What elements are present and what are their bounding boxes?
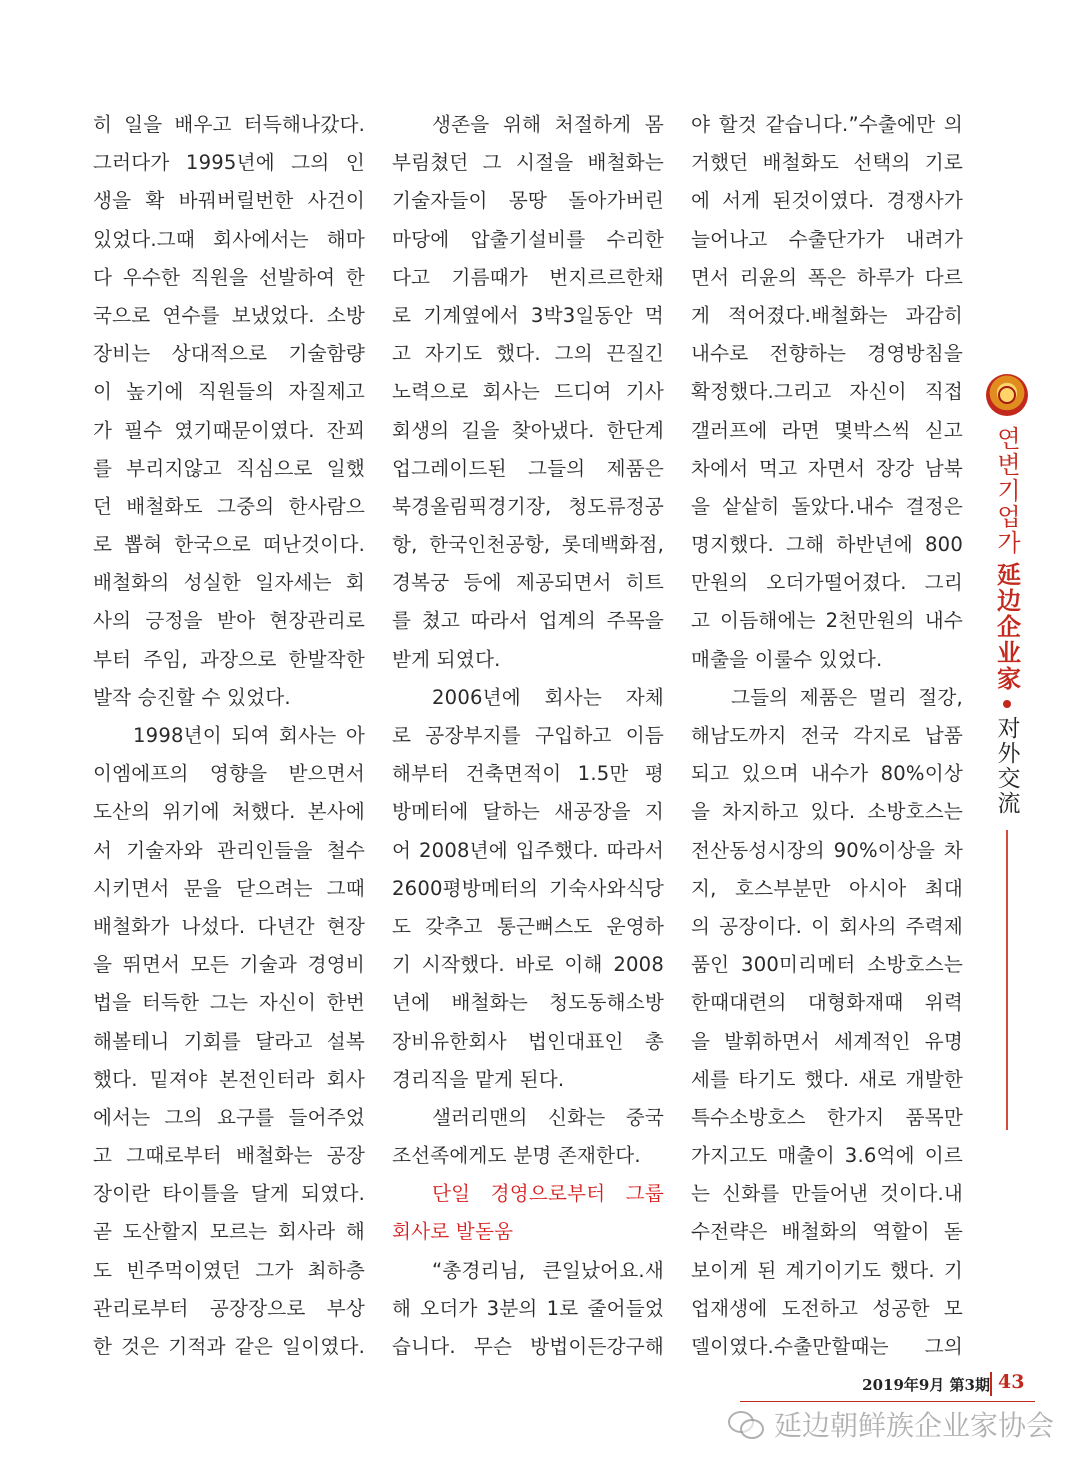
text-line: 사의 긍정을 받아 현장관리로 bbox=[93, 609, 365, 633]
text-line: 히 일을 배우고 터득해나갔다. bbox=[93, 113, 365, 136]
text-line: 을 발휘하면서 세계적인 유명 bbox=[691, 1029, 963, 1053]
text-line: 그러다가 1995년에 그의 인 bbox=[93, 151, 365, 175]
text-line: 장이란 타이틀을 달게 되였다. bbox=[93, 1182, 365, 1206]
text-line: 을 뛰면서 모든 기술과 경영비 bbox=[93, 953, 365, 977]
text-line: 갤러프에 라면 몇박스씩 싣고 bbox=[691, 418, 963, 442]
section-name: 对外交流 bbox=[993, 716, 1020, 816]
text-line: 매출을 이룰수 있었다. bbox=[691, 647, 883, 671]
text-line: 되고 있으며 내수가 80%이상 bbox=[691, 762, 963, 786]
text-line: 습니다. 무슨 방법이든강구해 bbox=[392, 1335, 664, 1358]
text-line: 이엠에프의 영향을 받으면서 bbox=[93, 762, 365, 786]
magazine-name-chinese: 延边企业家 bbox=[992, 562, 1021, 692]
text-line: 장비는 상대적으로 기술함량 bbox=[93, 342, 365, 366]
text-line: 에서는 그의 요구를 들어주었 bbox=[93, 1105, 365, 1129]
text-line: 회생의 길을 찾아냈다. 한단계 bbox=[392, 418, 664, 442]
section-divider bbox=[1006, 830, 1008, 1130]
section-tab bbox=[982, 374, 1032, 1130]
text-line: 2006년에 회사는 자체 bbox=[432, 685, 664, 709]
text-line: 을 샅샅히 돌았다.내수 결정은 bbox=[691, 494, 963, 518]
text-line: 항, 한국인천공항, 롯데백화점, bbox=[392, 533, 664, 557]
text-line: 거했던 배철화도 선택의 기로 bbox=[691, 151, 963, 175]
magazine-emblem-icon bbox=[986, 374, 1028, 416]
text-line: 장비유한회사 법인대표인 총 bbox=[392, 1029, 664, 1053]
text-line: 북경올림픽경기장, 청도류정공 bbox=[392, 494, 664, 518]
text-line: 년에 배철화는 청도동해소방 bbox=[392, 991, 664, 1015]
text-line: 로 기계옆에서 3박3일동안 먹 bbox=[392, 303, 664, 327]
text-line: 2600평방메터의 기숙사와식당 bbox=[392, 876, 664, 900]
text-line: 해부터 건축면적이 1.5만 평 bbox=[392, 762, 664, 786]
text-line: 게 적어졌다.배철화는 과감히 bbox=[691, 303, 963, 327]
text-line: 배철화가 나섰다. 다년간 현장 bbox=[93, 914, 365, 938]
text-line: 기 시작했다. 바로 이해 2008 bbox=[392, 953, 664, 977]
text-line: 를 쳤고 따라서 업계의 주목을 bbox=[392, 609, 664, 633]
subheading-line: 회사로 발돋움 bbox=[392, 1220, 514, 1244]
text-line: 델이였다.수출만할때는 그의 bbox=[691, 1335, 963, 1358]
text-line: 해남도까지 전국 각지로 납품 bbox=[691, 724, 963, 747]
text-line: 보이게 된 계기이기도 했다. 기 bbox=[691, 1258, 963, 1282]
text-line: 면서 리윤의 폭은 하루가 다르 bbox=[691, 265, 963, 289]
text-line: 늘어나고 수출단가가 내려가 bbox=[691, 227, 963, 251]
issue-date: 2019年9月 第3期 bbox=[862, 1376, 990, 1394]
text-line: 부터 주임, 과장으로 한발작한 bbox=[93, 647, 365, 671]
text-line: 곧 도산할지 모르는 회사라 해 bbox=[93, 1220, 365, 1244]
text-line: 받게 되였다. bbox=[392, 647, 501, 671]
text-line: 야 할것 같습니다.”수출에만 의 bbox=[691, 113, 963, 136]
text-line: 다고 기름때가 번지르르한채 bbox=[392, 265, 664, 289]
text-line: 마당에 압출기설비를 수리한 bbox=[392, 227, 664, 251]
text-line: 있었다.그때 회사에서는 해마 bbox=[93, 227, 365, 251]
text-line: “총경리님, 큰일났어요.새 bbox=[432, 1258, 664, 1282]
text-line: 로 공장부지를 구입하고 이듬 bbox=[392, 724, 664, 747]
text-line: 수전략은 배철화의 역할이 돋 bbox=[691, 1220, 963, 1244]
article-column-2 bbox=[392, 106, 664, 1366]
text-line: 의 공장이다. 이 회사의 주력제 bbox=[691, 914, 963, 938]
text-line: 생을 확 바꿔버릴번한 사건이 bbox=[93, 189, 365, 213]
text-line: 지, 호스부분만 아시아 최대 bbox=[691, 876, 963, 900]
text-line: 법을 터득한 그는 자신이 한번 bbox=[93, 991, 365, 1015]
watermark bbox=[728, 1404, 1054, 1444]
text-line: 명지했다. 그해 하반년에 800 bbox=[691, 533, 963, 557]
text-line: 경리직을 맡게 된다. bbox=[392, 1067, 565, 1091]
text-line: 품인 300미리메터 소방호스는 bbox=[691, 953, 963, 977]
text-line: 국으로 연수를 보냈었다. 소방 bbox=[93, 303, 365, 327]
text-line: 로 뽑혀 한국으로 떠난것이다. bbox=[93, 533, 365, 557]
text-line: 한 것은 기적과 같은 일이였다. bbox=[93, 1335, 365, 1358]
text-line: 배철화의 성실한 일자세는 회 bbox=[93, 571, 365, 595]
text-line: 다 우수한 직원을 선발하여 한 bbox=[93, 265, 365, 289]
text-line: 경복궁 등에 제공되면서 히트 bbox=[392, 571, 664, 595]
text-line: 한때대련의 대형화재때 위력 bbox=[691, 991, 963, 1015]
text-line: 세를 타기도 했다. 새로 개발한 bbox=[691, 1067, 963, 1091]
text-line: 노력으로 회사는 드디여 기사 bbox=[392, 380, 664, 404]
text-line: 어 2008년에 입주했다. 따라서 bbox=[392, 838, 664, 862]
text-line: 고 자기도 했다. 그의 끈질긴 bbox=[392, 342, 664, 366]
text-line: 는 신화를 만들어낸 것이다.내 bbox=[691, 1182, 963, 1206]
text-line: 도산의 위기에 처했다. 본사에 bbox=[93, 800, 365, 824]
subheading-line: 단일 경영으로부터 그룹 bbox=[432, 1182, 664, 1206]
text-line: 했다. 밑져야 본전인터라 회사 bbox=[93, 1067, 365, 1091]
text-line: 가 필수 였기때문이였다. 잔꾀 bbox=[93, 418, 365, 442]
text-line: 해볼테니 기회를 달라고 설복 bbox=[93, 1029, 365, 1053]
text-line: 해 오더가 3분의 1로 줄어들었 bbox=[392, 1296, 664, 1320]
text-line: 에 서게 된것이였다. 경쟁사가 bbox=[691, 189, 963, 213]
text-line: 특수소방호스 한가지 품목만 bbox=[691, 1105, 963, 1129]
text-line: 업그레이드된 그들의 제품은 bbox=[392, 456, 664, 480]
page-number: 43 bbox=[998, 1371, 1025, 1393]
text-line: 방메터에 달하는 새공장을 지 bbox=[392, 800, 664, 824]
magazine-name-korean: 연변기업가 bbox=[992, 426, 1021, 556]
text-line: 기술자들이 몽땅 돌아가버린 bbox=[392, 189, 664, 213]
text-line: 을 차지하고 있다. 소방호스는 bbox=[691, 800, 963, 824]
text-line: 1998년이 되여 회사는 아 bbox=[133, 724, 365, 747]
wechat-icon bbox=[728, 1409, 764, 1439]
text-line: 서 기술자와 관리인들을 철수 bbox=[93, 838, 365, 862]
article-column-1 bbox=[93, 106, 365, 1366]
text-line: 샐러리맨의 신화는 중국 bbox=[432, 1105, 664, 1129]
text-line: 부림쳤던 그 시절을 배철화는 bbox=[392, 151, 664, 175]
text-line: 시키면서 문을 닫으려는 그때 bbox=[93, 876, 365, 900]
text-line: 를 부리지않고 직심으로 일했 bbox=[93, 456, 365, 480]
text-line: 조선족에게도 분명 존재한다. bbox=[392, 1144, 641, 1168]
footer-divider bbox=[990, 1372, 992, 1396]
watermark-text: 延边朝鲜族企业家协会 bbox=[774, 1409, 1055, 1442]
text-line: 고 이듬해에는 2천만원의 내수 bbox=[691, 609, 963, 633]
article-column-3 bbox=[691, 106, 963, 1366]
text-line: 이 높기에 직원들의 자질제고 bbox=[93, 380, 365, 404]
text-line: 만원의 오더가떨어졌다. 그리 bbox=[691, 571, 963, 595]
separator-dot bbox=[1003, 700, 1011, 708]
text-line: 차에서 먹고 자면서 장강 남북 bbox=[691, 456, 963, 480]
text-line: 생존을 위해 처절하게 몸 bbox=[432, 113, 664, 136]
text-line: 던 배철화도 그중의 한사람으 bbox=[93, 494, 365, 518]
text-line: 업재생에 도전하고 성공한 모 bbox=[691, 1296, 963, 1320]
text-line: 전산동성시장의 90%이상을 차 bbox=[691, 838, 963, 862]
text-line: 도 갖추고 통근뻐스도 운영하 bbox=[392, 914, 664, 938]
text-line: 가지고도 매출이 3.6억에 이르 bbox=[691, 1144, 963, 1168]
text-line: 그들의 제품은 멀리 절강, bbox=[731, 685, 963, 709]
text-line: 도 빈주먹이였던 그가 최하층 bbox=[93, 1258, 365, 1282]
text-line: 고 그때로부터 배철화는 공장 bbox=[93, 1144, 365, 1168]
footer-rule bbox=[740, 1401, 1035, 1402]
text-line: 관리로부터 공장장으로 부상 bbox=[93, 1296, 365, 1320]
text-line: 내수로 전향하는 경영방침을 bbox=[691, 342, 963, 366]
text-line: 확정했다.그리고 자신이 직접 bbox=[691, 380, 963, 404]
text-line: 발작 승진할 수 있었다. bbox=[93, 685, 291, 709]
